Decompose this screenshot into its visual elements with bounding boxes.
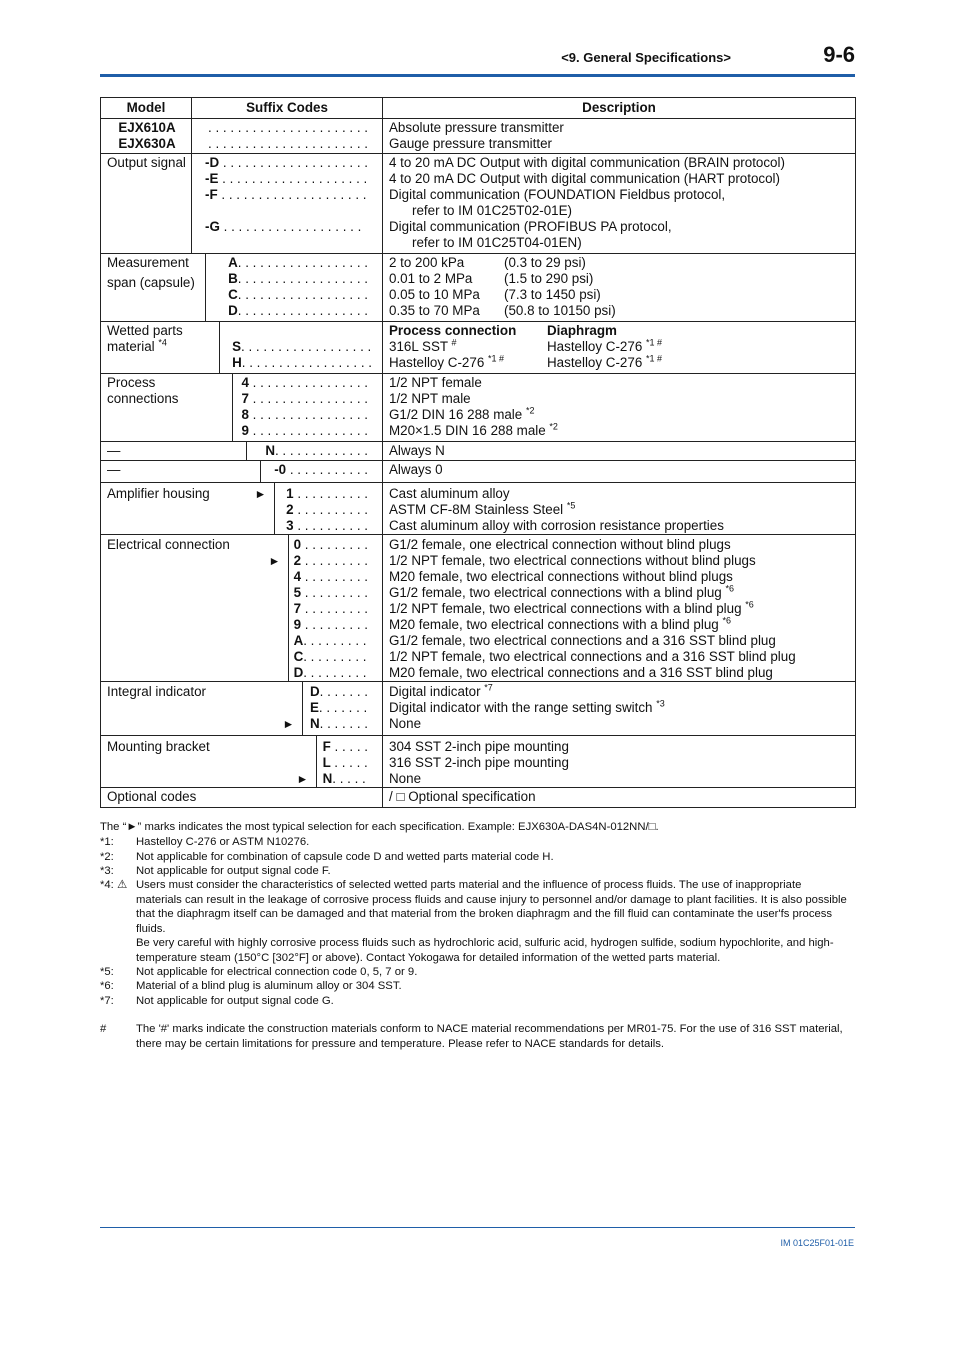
header-suffix: Suffix Codes xyxy=(192,98,383,119)
output-desc: 4 to 20 mA DC Output with digital communication (BRAIN protocol) 4 to 20 mA DC Output with digital communication (HART protocol) Digital communication (FOUNDATION Fieldbus protocol, refer to IM 01C25T02-01E) Digital communication (PROFIBUS PA protocol, refer to IM 01C25T04-01EN) xyxy=(383,154,856,254)
document-number: IM 01C25F01-01E xyxy=(780,1238,854,1248)
typical-arrow-icon: ► xyxy=(268,554,281,568)
dash-code-2: -0 . . . . . . . . . . . xyxy=(192,461,383,483)
row-output-signal xyxy=(101,154,856,254)
amp-codes: ► 1 . . . . . . . . . . 2 . . . . . . . . . . 3 . . . . . . . . . . xyxy=(192,483,383,535)
row-process-connections xyxy=(101,374,856,442)
ind-desc: Digital indicator $^{*7}$ Digital indicator with the range setting switch $^{*3}$ None xyxy=(383,682,856,736)
row-model xyxy=(101,119,856,154)
dash-desc-1: Always N xyxy=(383,442,856,461)
typical-arrow-icon: ► xyxy=(282,717,295,731)
row-electrical-connection xyxy=(101,535,856,682)
page-header xyxy=(100,42,855,75)
elec-codes: ► 0 . . . . . . . . . 2 . . . . . . . . . 4 . . . . . . . . . 5 . . . . . . . . . 7 . . . . . . . . . 9 . . . . . . . . . A. . . . . . . . . C. . . . . . . . . D. . . . . . . . . xyxy=(192,535,383,682)
span-desc: 2 to 200 kPa (0.3 to 29 psi) 0.01 to 2 MPa (1.5 to 290 psi) 0.05 to 10 MPa (7.3 to 1450 psi) 0.35 to 70 MPa (50.8 to 10150 psi) xyxy=(383,254,856,322)
amp-desc: Cast aluminum alloy ASTM CF-8M Stainless Steel $^{*5}$ Cast aluminum alloy with corrosion resistance properties xyxy=(383,483,856,535)
amp-label: Amplifier housing xyxy=(101,483,192,535)
elec-label: Electrical connection xyxy=(101,535,192,682)
row-wetted-parts xyxy=(101,322,856,374)
row-mounting-bracket xyxy=(101,736,856,788)
dash-desc-2: Always 0 xyxy=(383,461,856,483)
model-codes: EJX610A EJX630A xyxy=(101,119,192,154)
elec-desc: G1/2 female, one electrical connection without blind plugs 1/2 NPT female, two electrical connections without blind plugs M20 female, two electrical connections without blind plugs G1/2 female, two electrical connections with a blind plug $^{*6}$ 1/2 NPT female, two electrical connections with a blind plug $^{*6}$ M20 female, two electrical connections with a blind plug $^{*6}$ G1/2 female, two electrical connections and a 316 SST blind plug 1/2 NPT female, two electrical connections and a 316 SST blind plug M20 female, two electrical connections and a 316 SST blind plug xyxy=(383,535,856,682)
header-rule xyxy=(100,74,855,77)
row-always-n xyxy=(101,442,856,461)
row-integral-indicator xyxy=(101,682,856,736)
row-optional-codes xyxy=(101,788,856,808)
row-measurement-span xyxy=(101,254,856,322)
dash-label-1: — xyxy=(101,442,192,461)
process-desc: 1/2 NPT female 1/2 NPT male G1/2 DIN 16 288 male $^{*2}$ M20×1.5 DIN 16 288 male $^{*2}$ xyxy=(383,374,856,442)
spec-table xyxy=(100,97,856,808)
span-label: Measurement span (capsule) xyxy=(101,254,192,322)
process-label: Process connections xyxy=(101,374,192,442)
note-4: *4: ⚠ Users must consider the characteristics of selected wetted parts material and the influence of process fluids. The use of inappropriate materials can result in the leakage of corrosive process fluids and cause injury to personnel and/or damage to plant facilities. It is also possible that the diaphragm itself can be damaged and that material from the broken diaphragm and the fill fluid can contaminate the user'fs process fluids. xyxy=(100,879,847,935)
ind-label: Integral indicator xyxy=(101,682,192,736)
mount-codes: ► F . . . . . L . . . . . N. . . . . xyxy=(192,736,383,788)
output-label: Output signal xyxy=(101,154,192,254)
note-hash: # The '#' marks indicate the construction materials conform to NACE material recommendations per MR01-75. For the use of 316 SST material, there may be certain limitations for pressure and temperature. Please refer to NACE standards for details. xyxy=(100,1023,843,1050)
span-codes: A. . . . . . . . . . . . . . . . . . B. . . . . . . . . . . . . . . . . . C. . . . . . . . . . . . . . . . . . D. . . . . . . . . . . . . . . . . . xyxy=(192,254,383,322)
output-codes: -D . . . . . . . . . . . . . . . . . . . . -E . . . . . . . . . . . . . . . . . . . . -F . . . . . . . . . . . . . . . . . . . . -G . . . . . . . . . . . . . . . . . . . xyxy=(192,154,383,254)
process-codes: 4 . . . . . . . . . . . . . . . . 7 . . . . . . . . . . . . . . . . 8 . . . . . . . . . . . . . . . . 9 . . . . . . . . . . . . . . . . xyxy=(192,374,383,442)
note-3: *3: Not applicable for output signal code F. xyxy=(100,865,331,877)
notes-intro: The “►” marks indicates the most typical selection for each specification. Example: EJX630A-DAS4N-012NN/□. xyxy=(100,821,659,833)
typical-arrow-icon: ► xyxy=(254,487,267,501)
opt-desc: / □ Optional specification xyxy=(383,788,856,808)
mount-label: Mounting bracket xyxy=(101,736,192,788)
note-2: *2: Not applicable for combination of capsule code D and wetted parts material code H. xyxy=(100,851,554,863)
header-model: Model xyxy=(101,98,192,119)
note-5: *5: Not applicable for electrical connection code 0, 5, 7 or 9. xyxy=(100,966,418,978)
wetted-codes: S. . . . . . . . . . . . . . . . . . H. . . . . . . . . . . . . . . . . . xyxy=(192,322,383,374)
typical-arrow-icon: ► xyxy=(296,772,309,786)
mount-desc: 304 SST 2-inch pipe mounting 316 SST 2-inch pipe mounting None xyxy=(383,736,856,788)
model-desc: Absolute pressure transmitter Gauge pressure transmitter xyxy=(383,119,856,154)
dash-label-2: — xyxy=(101,461,192,483)
model-dots: . . . . . . . . . . . . . . . . . . . . . . . . . . . . . . . . . . . . . . . . . . . . xyxy=(192,119,383,154)
header-description: Description xyxy=(383,98,856,119)
row-always-0 xyxy=(101,461,856,483)
opt-label: Optional codes xyxy=(101,788,383,808)
row-amplifier-housing xyxy=(101,483,856,535)
wetted-desc: Process connection Diaphragm 316L SST # Hastelloy C-276 $^{*1 \#}$ Hastelloy C-276 $^{*1 \#}$ Hastelloy C-276 $^{*1 \#}$ xyxy=(383,322,856,374)
section-title: <9. General Specifications> xyxy=(561,50,731,65)
table-header-row xyxy=(101,98,856,119)
note-7: *7: Not applicable for output signal code G. xyxy=(100,995,334,1007)
note-1: *1: Hastelloy C-276 or ASTM N10276. xyxy=(100,836,310,848)
note-4-cont: Be very careful with highly corrosive process fluids such as hydrochloric acid, sulfuric acid, hydrogen sulfide, sodium hypochlorite, and high-temperature steam (150°C [302°F] or above). Contact Yokogawa for detailed information of the wetted parts material. xyxy=(136,937,834,964)
wetted-label: Wetted parts material $^{*4}$ xyxy=(101,322,192,374)
note-6: *6: Material of a blind plug is aluminum alloy or 304 SST. xyxy=(100,980,402,992)
dash-code-1: N. . . . . . . . . . . . . xyxy=(192,442,383,461)
page-number: 9-6 xyxy=(823,42,855,67)
footer-rule xyxy=(100,1227,855,1228)
ind-codes: ► D. . . . . . . E. . . . . . . N. . . . . . . xyxy=(192,682,383,736)
